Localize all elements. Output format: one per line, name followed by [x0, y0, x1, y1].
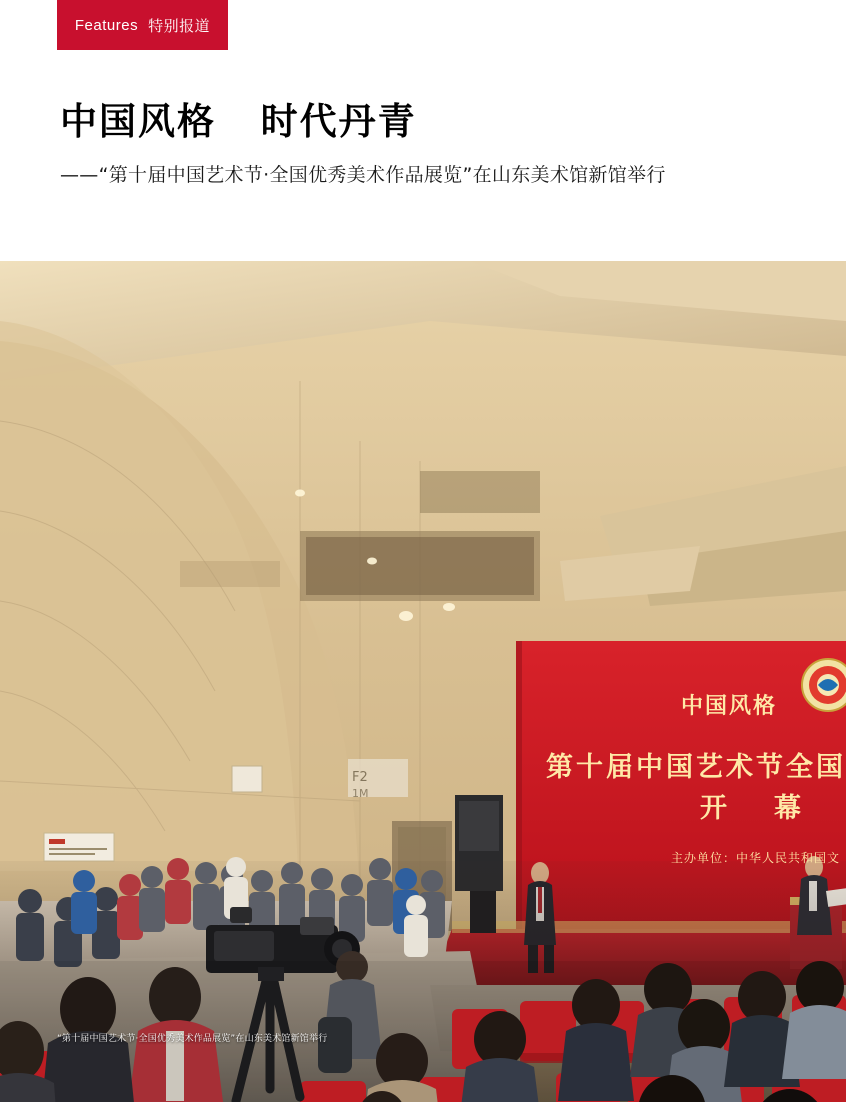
page-subtitle: ——“第十届中国艺术节·全国优秀美术作品展览”在山东美术馆新馆举行 — [60, 164, 666, 187]
svg-text:F2: F2 — [352, 770, 368, 785]
section-tag — [57, 0, 228, 50]
banner-line-3: 开 幕 — [700, 793, 811, 824]
banner-line-4: 主办单位：中华人民共和国文 — [671, 851, 841, 865]
svg-text:1M: 1M — [352, 787, 369, 800]
feature-photo — [0, 261, 846, 1102]
banner-line-2: 第十届中国艺术节全国 — [546, 752, 846, 783]
banner-line-1: 中国风格 — [681, 693, 778, 719]
title-block — [60, 98, 820, 187]
section-tag-label-cn: 特别报道 — [148, 16, 211, 35]
photo-illustration — [0, 261, 846, 1102]
photo-caption: “第十届中国艺术节·全国优秀美术作品展览”在山东美术馆新馆举行 — [57, 1034, 328, 1044]
page-title: 中国风格 时代丹青 — [60, 99, 417, 143]
section-tag-label-en: Features — [74, 16, 139, 34]
